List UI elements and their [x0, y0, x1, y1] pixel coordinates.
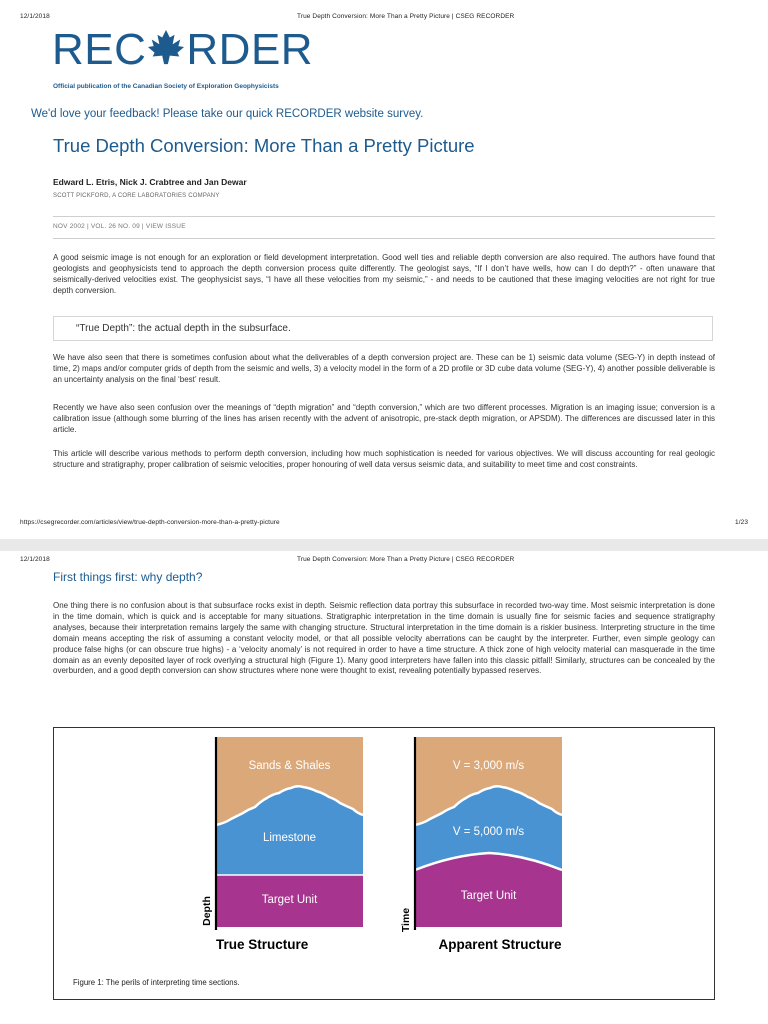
print-date: 12/1/2018: [20, 13, 50, 20]
print-page-number: 1/23: [735, 519, 749, 526]
author-company: SCOTT PICKFORD, A CORE LABORATORIES COMPANY: [53, 193, 220, 199]
issue-info: NOV 2002 | VOL. 26 NO. 09 | VIEW ISSUE: [53, 223, 186, 230]
axis-label-depth: Depth: [201, 896, 213, 926]
callout-box: [53, 316, 713, 341]
figure-caption: Figure 1: The perils of interpreting time sections.: [73, 978, 240, 987]
divider-bottom: [53, 238, 715, 239]
print-page-title-2: True Depth Conversion: More Than a Pretty Picture | CSEG RECORDER: [297, 556, 515, 563]
issue-date: NOV 2002: [53, 223, 85, 230]
print-page-title: True Depth Conversion: More Than a Pretty Picture | CSEG RECORDER: [297, 13, 515, 20]
view-issue-link[interactable]: VIEW ISSUE: [145, 223, 186, 230]
paragraph-methods: This article will describe various methods to perform depth conversion, including how much sophistication is needed for various objectives. We will discuss accounting for real geologic structure and stratigraphy, proper calibration of seismic velocities, proper honouring of well data versus seismic data, and suitability to meet time and cost constraints.: [53, 449, 715, 469]
print-date-2: 12/1/2018: [20, 556, 50, 563]
article-title: True Depth Conversion: More Than a Pretty Picture: [53, 135, 475, 156]
label-target-unit-left: Target Unit: [261, 894, 318, 906]
divider-top: [53, 216, 715, 217]
article-authors: Edward L. Etris, Nick J. Crabtree and Jan Dewar: [53, 177, 247, 187]
logo-tagline: Official publication of the Canadian Society of Exploration Geophysicists: [53, 83, 279, 90]
label-velocity-3000: V = 3,000 m/s: [452, 760, 525, 772]
label-sands-shales: Sands & Shales: [248, 760, 331, 772]
recorder-logo[interactable]: [52, 25, 314, 74]
paragraph-intro: A good seismic image is not enough for an exploration or field development interpretation. Good well ties and reliable depth conversion are also required. The authors have found that geologists and geophysicists tend to approach the depth conversion process quite differently. The geologist says, “If I don’t have wells, how can I do depth?” - often unaware that seismically-derived velocities exist. The geophysicist says, “I have all these velocities from my seismic,” - and needs to be cautioned that these imaging velocities are not right for true depth conversion.: [53, 253, 715, 295]
label-target-unit-right: Target Unit: [460, 890, 517, 902]
section-heading: First things first: why depth?: [53, 570, 203, 584]
logo-text-left: REC: [52, 25, 147, 74]
paragraph-deliverables: We have also seen that there is sometimes confusion about what the deliverables of a depth conversion project are. These can be 1) seismic data volume (SEG-Y) in depth instead of time, 2) maps and/or computer grids of depth from the seismic and wells, 3) a velocity model in the form of a 2D profile or 3D cube data volume (SEG-Y), 4) another possible deliverable is an uncertainty analysis on the final ‘best’ result.: [53, 353, 715, 384]
logo-text-right: RDER: [186, 25, 314, 74]
panel-title-apparent-structure: Apparent Structure: [438, 937, 562, 952]
print-url: https://csegrecorder.com/articles/view/true-depth-conversion-more-than-a-pretty-picture: [20, 519, 280, 526]
page-break: [0, 539, 768, 551]
paragraph-migration: Recently we have also seen confusion over the meanings of “depth migration” and “depth conversion,” which are two different processes. Migration is an imaging issue; conversion is a calibration issue (although some blurring of the lines has arisen recently with the advent of anisotropic, pre-stack depth migration, or APSDM). The differences are discussed later in this article.: [53, 403, 715, 434]
figure-1-diagram: [53, 727, 715, 1000]
label-limestone: Limestone: [262, 832, 317, 844]
issue-volume: VOL. 26 NO. 09: [90, 223, 140, 230]
axis-label-time: Time: [400, 907, 412, 933]
paragraph-why-depth: One thing there is no confusion about is that subsurface rocks exist in depth. Seismic reflection data portray this subsurface in recorded two-way time. Most seismic interpretation is done in the time domain, which is quick and is acceptable for many situations. Stratigraphic interpretation in the time domain is usually fine for seismic facies and sequence stratigraphy analyses, because their interpretation remains largely the same with changing structure. Structural interpretation in the time domain is a riskier business. Interpreting structure in the time domain means accepting the risk of assuming a constant velocity model, or that all possible velocity aberrations can be caught by the interpreter. Further, even simple geology can produce false highs (or can obscure true highs) - a ‘velocity anomaly’ is not required in order to have a time structure. A thick zone of high velocity material can masquerade in the time domain as an evenly deposited layer of rock overlying a structural high (Figure 1). Many good interpreters have fallen into this classic pitfall! Similarly, structures can be concealed by the overburden, and a good depth conversion can show structures where none were thought to exist, revealing potentially bypassed reserves.: [53, 601, 715, 676]
survey-link[interactable]: We'd love your feedback! Please take our quick RECORDER website survey.: [31, 108, 424, 120]
label-velocity-5000: V = 5,000 m/s: [452, 826, 525, 838]
callout-text: “True Depth”: the actual depth in the subsurface.: [76, 323, 291, 334]
maple-leaf-icon: [147, 29, 185, 67]
panel-title-true-structure: True Structure: [216, 937, 309, 952]
